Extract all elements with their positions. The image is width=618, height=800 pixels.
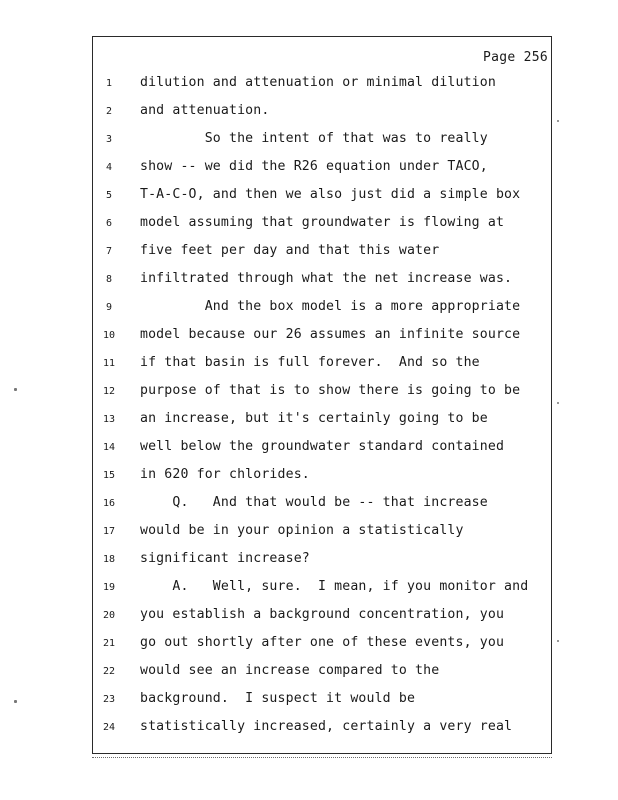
line-text: an increase, but it's certainly going to be [140, 411, 488, 426]
transcript-line [0, 634, 618, 662]
line-number: 5 [105, 190, 113, 201]
line-text: T-A-C-O, and then we also just did a simple box [140, 187, 521, 202]
transcript-line [0, 410, 618, 438]
line-number: 18 [102, 554, 116, 565]
line-number: 24 [102, 722, 116, 733]
line-text: go out shortly after one of these events, you [140, 635, 505, 650]
line-number: 16 [102, 498, 116, 509]
line-number: 12 [102, 386, 116, 397]
transcript-line [0, 130, 618, 158]
line-number: 4 [105, 162, 113, 173]
transcript-line [0, 242, 618, 270]
line-number: 1 [105, 78, 113, 89]
transcript-line [0, 158, 618, 186]
line-text: well below the groundwater standard contained [140, 439, 505, 454]
line-number: 6 [105, 218, 113, 229]
transcript-line [0, 354, 618, 382]
transcript-line [0, 494, 618, 522]
line-number: 13 [102, 414, 116, 425]
transcript-line [0, 606, 618, 634]
line-number: 2 [105, 106, 113, 117]
line-text: and attenuation. [140, 103, 270, 118]
line-text: you establish a background concentration, you [140, 607, 505, 622]
line-text: model assuming that groundwater is flowing at [140, 215, 505, 230]
line-number: 20 [102, 610, 116, 621]
page-number: Page 256 [482, 50, 548, 65]
line-text: in 620 for chlorides. [140, 467, 310, 482]
transcript-line [0, 186, 618, 214]
line-number: 11 [102, 358, 116, 369]
line-number: 14 [102, 442, 116, 453]
margin-speck [14, 388, 17, 391]
transcript-line [0, 578, 618, 606]
line-number: 7 [105, 246, 113, 257]
margin-speck [14, 700, 17, 703]
line-text: infiltrated through what the net increase was. [140, 271, 513, 286]
line-text: background. I suspect it would be [140, 691, 416, 706]
transcript-line [0, 102, 618, 130]
line-number: 15 [102, 470, 116, 481]
transcript-line [0, 438, 618, 466]
line-text: And the box model is a more appropriate [140, 299, 521, 314]
transcript-line [0, 298, 618, 326]
transcript-lines [0, 74, 618, 746]
line-text: statistically increased, certainly a very real [140, 719, 513, 734]
line-text: would be in your opinion a statistically [140, 523, 464, 538]
transcript-line [0, 74, 618, 102]
line-number: 21 [102, 638, 116, 649]
line-number: 9 [105, 302, 113, 313]
transcript-line [0, 522, 618, 550]
line-text: purpose of that is to show there is going to be [140, 383, 521, 398]
line-number: 8 [105, 274, 113, 285]
line-text: would see an increase compared to the [140, 663, 440, 678]
bottom-rule [92, 757, 552, 758]
line-number: 23 [102, 694, 116, 705]
line-number: 17 [102, 526, 116, 537]
edge-speck [557, 402, 559, 404]
line-number: 22 [102, 666, 116, 677]
line-text: A. Well, sure. I mean, if you monitor and [140, 579, 529, 594]
line-number: 3 [105, 134, 113, 145]
line-text: five feet per day and that this water [140, 243, 440, 258]
transcript-line [0, 466, 618, 494]
edge-speck [557, 120, 559, 122]
transcript-line [0, 550, 618, 578]
line-text: dilution and attenuation or minimal dilution [140, 75, 496, 90]
transcript-line [0, 718, 618, 746]
line-number: 19 [102, 582, 116, 593]
line-text: model because our 26 assumes an infinite source [140, 327, 521, 342]
transcript-line [0, 270, 618, 298]
transcript-line [0, 326, 618, 354]
line-text: if that basin is full forever. And so the [140, 355, 480, 370]
line-text: significant increase? [140, 551, 310, 566]
transcript-line [0, 690, 618, 718]
transcript-line [0, 662, 618, 690]
transcript-line [0, 214, 618, 242]
line-number: 10 [102, 330, 116, 341]
transcript-line [0, 382, 618, 410]
line-text: Q. And that would be -- that increase [140, 495, 488, 510]
line-text: show -- we did the R26 equation under TACO, [140, 159, 488, 174]
edge-speck [557, 640, 559, 642]
line-text: So the intent of that was to really [140, 131, 488, 146]
